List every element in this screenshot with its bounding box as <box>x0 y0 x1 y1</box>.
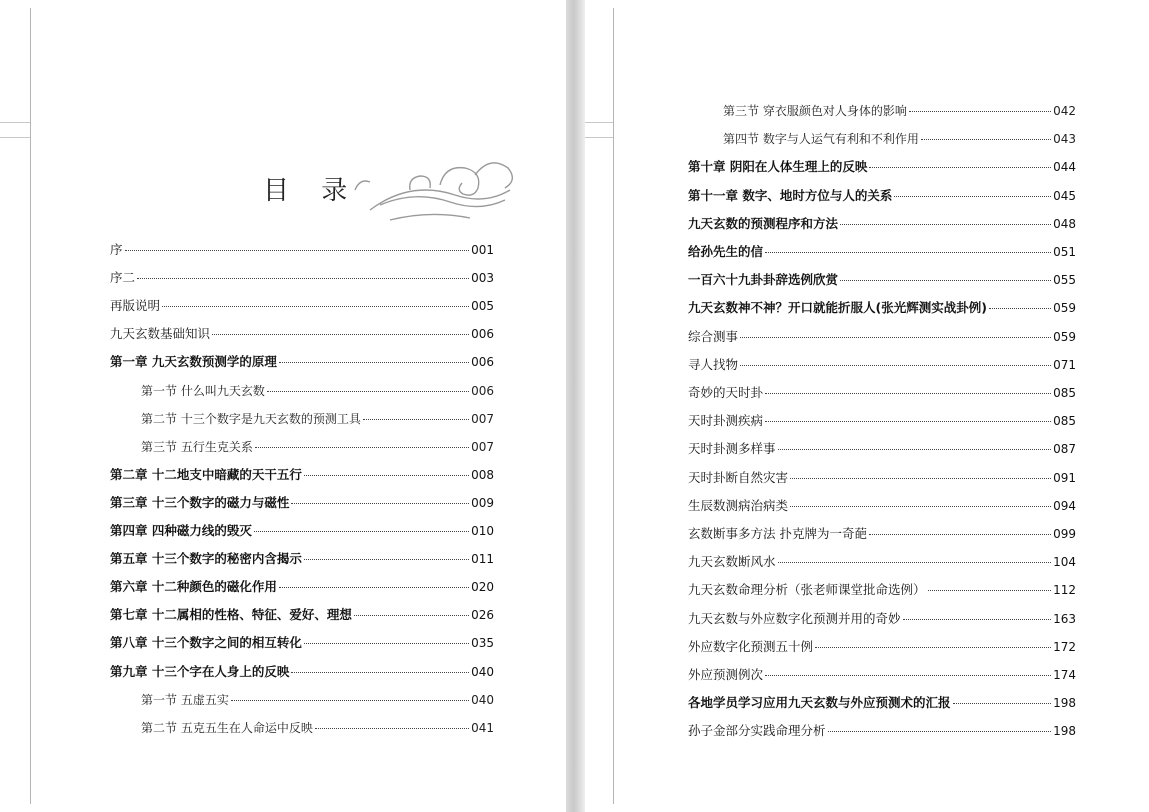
toc-leader-dots <box>267 391 469 392</box>
toc-entry[interactable] <box>688 357 1076 373</box>
toc-leader-dots <box>254 531 469 532</box>
toc-leader-dots <box>291 672 469 673</box>
toc-entry[interactable] <box>110 326 494 342</box>
toc-entry[interactable] <box>110 523 494 539</box>
toc-leader-dots <box>765 421 1051 422</box>
toc-entry-label: 生辰数测病治病类 <box>688 497 789 513</box>
toc-entry[interactable] <box>688 300 1076 316</box>
toc-page-number: 006 <box>471 355 494 370</box>
toc-page-number: 174 <box>1053 668 1076 682</box>
toc-page-number: 040 <box>471 664 494 679</box>
left-margin-line <box>30 8 31 804</box>
toc-leader-dots <box>304 559 469 560</box>
toc-entry-label: 第三节 五行生克关系 <box>141 439 253 454</box>
toc-leader-dots <box>778 562 1052 563</box>
toc-page-number: 094 <box>1053 498 1076 513</box>
toc-leader-dots <box>212 334 469 335</box>
toc-entry-label: 九天玄数命理分析（张老师课堂批命选例） <box>688 582 926 598</box>
toc-leader-dots <box>740 337 1051 338</box>
right-edge-mark <box>585 122 613 138</box>
toc-entry[interactable] <box>688 695 1076 711</box>
toc-page-number: 041 <box>471 720 494 735</box>
toc-entry-label: 再版说明 <box>110 298 161 314</box>
toc-page-number: 059 <box>1053 301 1076 316</box>
right-page <box>585 0 1149 812</box>
toc-entry-label: 一百六十九卦卦辞选例欣赏 <box>688 272 839 288</box>
toc-entry[interactable] <box>688 470 1076 486</box>
toc-entry[interactable] <box>110 607 494 623</box>
toc-page-number: 059 <box>1053 329 1076 344</box>
toc-entry-label: 第六章 十二种颜色的磁化作用 <box>110 579 277 595</box>
toc-entry-label: 第一节 五虚五实 <box>141 692 229 707</box>
toc-leader-dots <box>765 252 1051 253</box>
toc-page-number: 005 <box>471 299 494 314</box>
toc-leader-dots <box>765 393 1051 394</box>
toc-entry[interactable] <box>141 383 494 399</box>
toc-entry[interactable] <box>688 582 1076 598</box>
toc-entry-label: 序二 <box>110 270 136 286</box>
toc-entry[interactable] <box>110 579 494 595</box>
toc-page-number: 042 <box>1053 104 1076 118</box>
toc-entry[interactable] <box>688 667 1076 683</box>
toc-leader-dots <box>162 306 469 307</box>
toc-entry-label: 第三章 十三个数字的磁力与磁性 <box>110 494 290 510</box>
toc-entry[interactable] <box>723 131 1076 147</box>
toc-entry[interactable] <box>110 354 494 370</box>
toc-page-number: 001 <box>471 243 494 257</box>
toc-leader-dots <box>921 139 1051 140</box>
toc-entry[interactable] <box>110 664 494 680</box>
toc-leader-dots <box>279 587 469 588</box>
toc-entry-label: 九天玄数的预测程序和方法 <box>688 215 839 231</box>
toc-entry[interactable] <box>141 692 494 708</box>
toc-page-number: 087 <box>1053 442 1076 457</box>
left-page <box>0 0 566 812</box>
toc-entry[interactable] <box>688 244 1076 260</box>
toc-entry-label: 第五章 十三个数字的秘密内含揭示 <box>110 551 302 567</box>
toc-entry[interactable] <box>688 216 1076 232</box>
toc-entry[interactable] <box>688 385 1076 401</box>
toc-leader-dots <box>869 534 1051 535</box>
toc-page-number: 006 <box>471 383 494 398</box>
toc-entry[interactable] <box>141 720 494 736</box>
toc-leader-dots <box>137 278 469 279</box>
toc-entry[interactable] <box>141 439 494 455</box>
toc-leader-dots <box>790 506 1051 507</box>
page-gutter <box>566 0 585 812</box>
toc-entry-label: 天时卦测多样事 <box>688 441 776 457</box>
toc-entry-label: 序 <box>110 242 123 257</box>
toc-leader-dots <box>840 280 1051 281</box>
toc-page-number: 010 <box>471 524 494 538</box>
toc-entry-label: 第七章 十二属相的性格、特征、爱好、理想 <box>110 607 352 623</box>
toc-page-number: 172 <box>1053 639 1076 654</box>
toc-entry[interactable] <box>723 103 1076 119</box>
toc-page-number: 011 <box>471 552 494 567</box>
toc-leader-dots <box>815 647 1051 648</box>
toc-page-number: 007 <box>471 411 494 426</box>
toc-entry-label: 第二章 十二地支中暗藏的天干五行 <box>110 466 302 482</box>
toc-page-number: 112 <box>1053 583 1076 598</box>
toc-entry[interactable] <box>688 159 1076 175</box>
toc-leader-dots <box>354 615 469 616</box>
toc-entry-label: 第十一章 数字、地时方位与人的关系 <box>688 187 893 203</box>
toc-entry-label: 第一节 什么叫九天玄数 <box>141 383 265 398</box>
toc-leader-dots <box>928 590 1052 591</box>
toc-page-number: 198 <box>1053 696 1076 711</box>
toc-page-number: 009 <box>471 495 494 510</box>
toc-entry-label: 综合测事 <box>688 328 739 344</box>
toc-page-number: 020 <box>471 580 494 595</box>
toc-page-number: 055 <box>1053 273 1076 288</box>
toc-page-number: 003 <box>471 271 494 286</box>
toc-leader-dots <box>315 728 469 729</box>
toc-page-number: 099 <box>1053 527 1076 541</box>
toc-entry-label: 玄数断事多方法 扑克牌为一奇葩 <box>688 526 867 541</box>
toc-entry-label: 第四章 四种磁力线的毁灭 <box>110 523 252 538</box>
toc-entry[interactable] <box>141 411 494 427</box>
toc-entry-label: 第二节 十三个数字是九天玄数的预测工具 <box>141 411 361 426</box>
toc-entry-label: 外应数字化预测五十例 <box>688 638 814 654</box>
toc-entry-label: 九天玄数断风水 <box>688 554 776 570</box>
toc-page-number: 163 <box>1053 611 1076 626</box>
toc-leader-dots <box>869 167 1051 168</box>
right-margin-line <box>613 8 614 804</box>
toc-page-number: 043 <box>1053 132 1076 147</box>
toc-entry-label: 第一章 九天玄数预测学的原理 <box>110 354 277 370</box>
toc-leader-dots <box>765 675 1051 676</box>
toc-entry[interactable] <box>110 298 494 314</box>
toc-entry[interactable] <box>688 188 1076 204</box>
toc-leader-dots <box>790 478 1051 479</box>
toc-leader-dots <box>304 643 469 644</box>
toc-leader-dots <box>840 224 1051 225</box>
toc-entry[interactable] <box>110 495 494 511</box>
toc-entry-label: 外应预测例次 <box>688 667 764 682</box>
toc-leader-dots <box>740 365 1051 366</box>
toc-entry[interactable] <box>110 242 494 258</box>
toc-page-number: 040 <box>471 692 494 707</box>
toc-entry[interactable] <box>688 441 1076 457</box>
toc-entry-label: 各地学员学习应用九天玄数与外应预测术的汇报 <box>688 695 951 711</box>
cloud-ornament-icon <box>350 150 520 230</box>
toc-entry-label: 第三节 穿衣服颜色对人身体的影响 <box>723 104 907 118</box>
toc-leader-dots <box>778 449 1052 450</box>
toc-entry[interactable] <box>688 498 1076 514</box>
toc-page-number: 051 <box>1053 245 1076 259</box>
toc-leader-dots <box>989 308 1051 309</box>
toc-entry[interactable] <box>688 639 1076 655</box>
toc-title: 目 录 <box>263 176 360 206</box>
toc-entry[interactable] <box>110 551 494 567</box>
toc-entry-label: 第十章 阴阳在人体生理上的反映 <box>688 159 868 175</box>
toc-page-number: 008 <box>471 467 494 482</box>
toc-page-number: 104 <box>1053 555 1076 570</box>
toc-entry-label: 给孙先生的信 <box>688 244 764 259</box>
toc-leader-dots <box>953 703 1052 704</box>
toc-page-number: 035 <box>471 636 494 651</box>
toc-leader-dots <box>363 419 469 420</box>
toc-entry[interactable] <box>688 526 1076 542</box>
toc-entry[interactable] <box>110 270 494 286</box>
toc-entry[interactable] <box>688 329 1076 345</box>
toc-entry-label: 寻人找物 <box>688 356 739 372</box>
toc-leader-dots <box>279 362 469 363</box>
toc-page-number: 007 <box>471 439 494 454</box>
toc-page-number: 091 <box>1053 470 1076 485</box>
toc-page-number: 026 <box>471 608 494 623</box>
toc-entry[interactable] <box>110 467 494 483</box>
toc-page-number: 045 <box>1053 188 1076 203</box>
toc-entry[interactable] <box>688 723 1076 739</box>
toc-entry-label: 九天玄数与外应数字化预测并用的奇妙 <box>688 610 901 626</box>
toc-page-number: 085 <box>1053 386 1076 400</box>
toc-page-number: 085 <box>1053 414 1076 429</box>
toc-leader-dots <box>231 700 469 701</box>
toc-page-number: 006 <box>471 327 494 342</box>
toc-entry-label: 九天玄数神不神？开口就能折服人(张光辉测实战卦例) <box>688 300 987 316</box>
toc-page-number: 048 <box>1053 216 1076 231</box>
toc-entry-label: 第二节 五克五生在人命运中反映 <box>141 720 313 735</box>
toc-entry[interactable] <box>688 413 1076 429</box>
toc-leader-dots <box>304 475 469 476</box>
toc-entry[interactable] <box>688 554 1076 570</box>
toc-entry-label: 第八章 十三个数字之间的相互转化 <box>110 635 302 651</box>
toc-leader-dots <box>828 731 1052 732</box>
toc-leader-dots <box>894 196 1051 197</box>
toc-entry-label: 九天玄数基础知识 <box>110 326 211 342</box>
toc-leader-dots <box>909 111 1051 112</box>
toc-entry-label: 天时卦断自然灾害 <box>688 469 789 485</box>
toc-leader-dots <box>291 503 469 504</box>
toc-page-number: 198 <box>1053 724 1076 739</box>
toc-entry[interactable] <box>688 272 1076 288</box>
toc-leader-dots <box>255 447 469 448</box>
toc-entry-label: 奇妙的天时卦 <box>688 385 764 400</box>
toc-entry-label: 天时卦测疾病 <box>688 413 764 429</box>
toc-page-number: 044 <box>1053 160 1076 175</box>
toc-leader-dots <box>903 619 1052 620</box>
toc-page-number: 071 <box>1053 357 1076 372</box>
left-edge-mark <box>0 122 30 138</box>
toc-leader-dots <box>125 250 470 251</box>
toc-entry-label: 孙子金部分实践命理分析 <box>688 723 826 739</box>
toc-entry[interactable] <box>110 635 494 651</box>
toc-entry-label: 第四节 数字与人运气有利和不利作用 <box>723 132 919 147</box>
toc-entry[interactable] <box>688 611 1076 627</box>
toc-entry-label: 第九章 十三个字在人身上的反映 <box>110 663 290 679</box>
